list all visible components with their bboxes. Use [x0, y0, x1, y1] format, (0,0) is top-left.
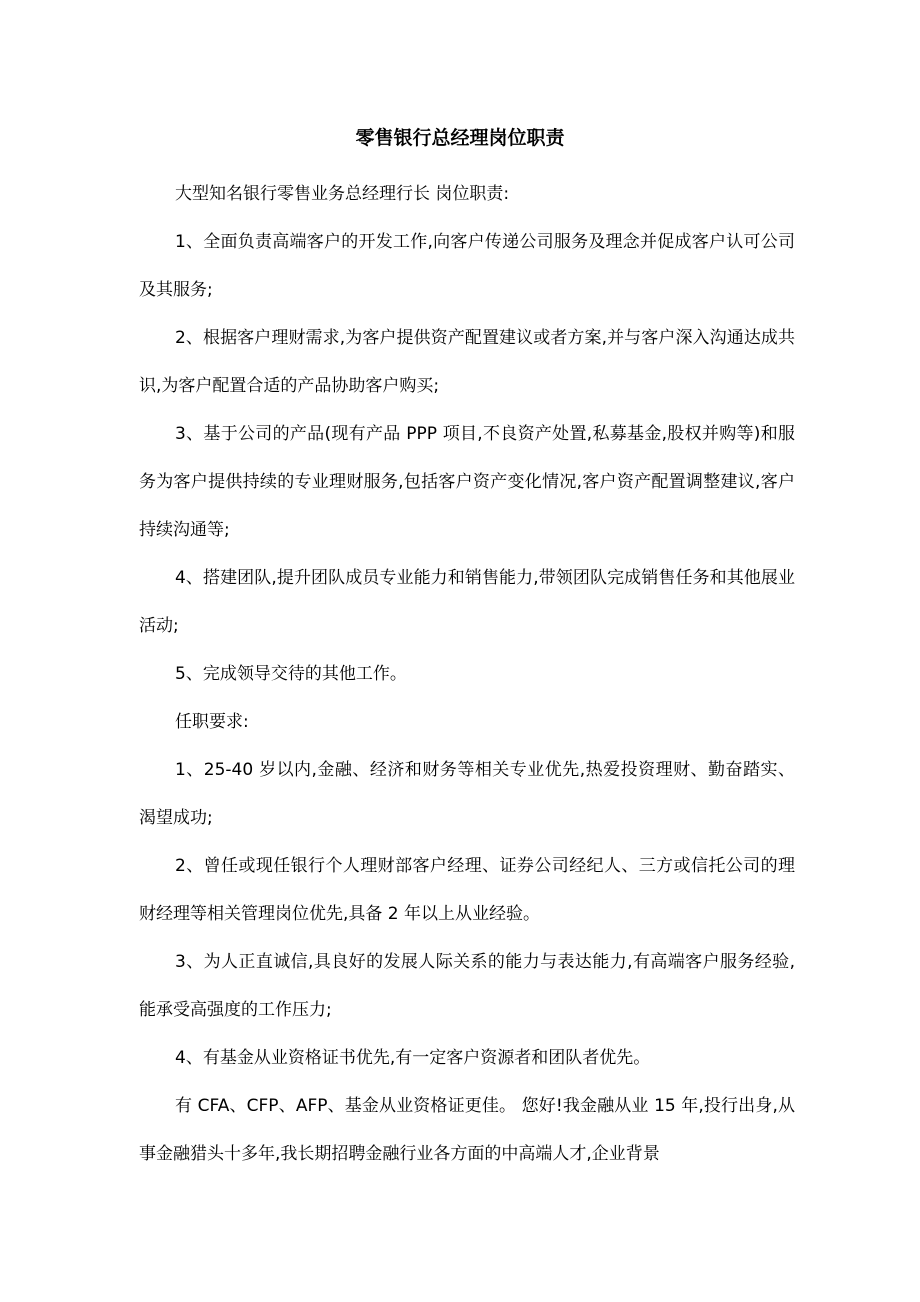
duty-item-3: 3、基于公司的产品(现有产品 PPP 项目,不良资产处置,私募基金,股权并购等)和服务为客户提供持续的专业理财服务,包括客户资产变化情况,客户资产配置调整建议,客户持续沟通等; [139, 424, 795, 540]
requirement-item-3: 3、为人正直诚信,具良好的发展人际关系的能力与表达能力,有高端客户服务经验,能承受高强度的工作压力; [139, 952, 795, 1020]
document-body [139, 170, 795, 1178]
requirement-item-1: 1、25-40 岁以内,金融、经济和财务等相关专业优先,热爱投资理财、勤奋踏实、渴望成功; [139, 760, 795, 828]
duty-item-4: 4、搭建团队,提升团队成员专业能力和销售能力,带领团队完成销售任务和其他展业活动; [139, 568, 795, 636]
duty-item-2: 2、根据客户理财需求,为客户提供资产配置建议或者方案,并与客户深入沟通达成共识,为客户配置合适的产品协助客户购买; [139, 328, 795, 396]
requirements-heading: 任职要求: [175, 712, 249, 732]
duty-item-1: 1、全面负责高端客户的开发工作,向客户传递公司服务及理念并促成客户认可公司及其服务; [139, 232, 795, 300]
closing-paragraph: 有 CFA、CFP、AFP、基金从业资格证更佳。 您好!我金融从业 15 年,投行出身,从事金融猎头十多年,我长期招聘金融行业各方面的中高端人才,企业背景 [139, 1096, 795, 1164]
intro-paragraph: 大型知名银行零售业务总经理行长 岗位职责: [175, 184, 510, 204]
duty-item-5: 5、完成领导交待的其他工作。 [175, 664, 407, 684]
requirement-item-4: 4、有基金从业资格证书优先,有一定客户资源者和团队者优先。 [175, 1048, 651, 1068]
requirement-item-2: 2、曾任或现任银行个人理财部客户经理、证券公司经纪人、三方或信托公司的理财经理等相关管理岗位优先,具备 2 年以上从业经验。 [139, 856, 795, 924]
document-title: 零售银行总经理岗位职责 [355, 127, 565, 149]
